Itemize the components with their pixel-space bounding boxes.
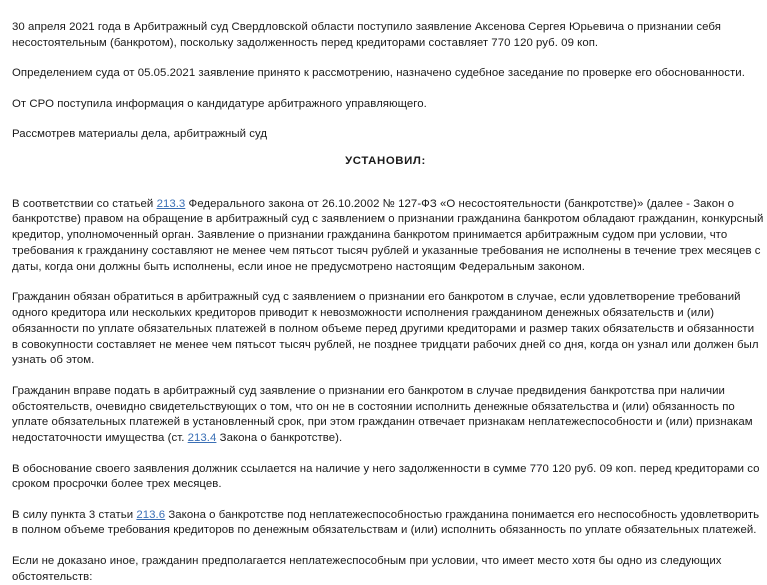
paragraph-article-213-6 <box>12 508 760 540</box>
text-line <box>12 508 760 524</box>
text-line: одного кредитора или нескольких кредиторов приводит к невозможности исполнения гражданином денежных обязательств и (или) <box>12 306 715 319</box>
text-line <box>12 197 753 213</box>
text-line: обстоятельств, очевидно свидетельствующих о том, что он не в состоянии исполнить денежные обязательства и (или) обязанность по <box>12 400 735 413</box>
sro-paragraph <box>12 97 753 113</box>
text-fragment: недостаточности имущества (ст. <box>12 432 188 445</box>
text-fragment: Закона о банкротстве под неплатежеспособностью гражданина понимается его неспособность удовлетворить <box>165 508 760 521</box>
text-line: сроком просрочки более трех месяцев. <box>12 478 222 491</box>
text-line: Рассмотрев материалы дела, арбитражный суд <box>12 127 268 140</box>
paragraph-article-213-3 <box>12 197 764 276</box>
text-line: уплате обязательных платежей в установленный срок, при этом гражданин отвечает признакам неплатежеспособности и (или) признакам <box>12 416 753 429</box>
article-213-3-link[interactable]: 213.3 <box>156 197 186 210</box>
text-line <box>12 431 753 447</box>
definition-paragraph <box>12 66 753 82</box>
paragraph-insolvency-conditions <box>12 554 753 585</box>
text-line: требования к гражданину составляют не менее чем пятьсот тысяч рублей и указанные требования не исполнены в течение трех месяцев с <box>12 244 761 257</box>
text-line: обязанности по уплате обязательных платежей в полном объеме перед другими кредиторами и размер таких обязательств и обязанности <box>12 322 755 335</box>
text-line: 30 апреля 2021 года в Арбитражный суд Свердловской области поступило заявление Аксенова Сергея Юрьевича о признании себя <box>12 21 721 33</box>
text-fragment: В силу пункта 3 статьи <box>12 508 137 521</box>
text-line: кредитор, уполномоченный орган. Заявление о признании гражданина банкротом принимается арбитражным судом при условии, что <box>12 229 728 242</box>
intro-paragraph <box>12 20 753 52</box>
text-line: в полном объеме требования кредиторов по денежным обязательствам и (или) исполнить обязанность по уплате обязательных платежей. <box>12 524 757 537</box>
article-213-4-link[interactable]: 213.4 <box>187 432 217 445</box>
text-line: даты, когда они должны быть исполнены, если иное не предусмотрено настоящим Федеральным законом. <box>12 260 585 273</box>
text-line: банкротстве) правом на обращение в арбитражный суд с заявлением о признании гражданина банкротом обладают гражданин, конкурсный <box>12 213 764 226</box>
text-line: От СРО поступила информация о кандидатуре арбитражного управляющего. <box>12 97 427 110</box>
text-line: Если не доказано иное, гражданин предполагается неплатежеспособным при условии, что имеет место хотя бы одно из следующих <box>12 554 722 567</box>
paragraph-obligation <box>12 290 759 369</box>
text-line: узнать об этом. <box>12 354 95 367</box>
text-line: в совокупности составляет не менее чем пятьсот тысяч рублей, не позднее тридцати рабочих дней со дня, когда он узнал или должен был <box>12 338 759 351</box>
text-fragment: В соответствии со статьей <box>12 197 157 210</box>
paragraph-right-to-file <box>12 384 753 447</box>
text-line: Определением суда от 05.05.2021 заявление принято к рассмотрению, назначено судебное заседание по проверке его обоснованности. <box>12 67 745 80</box>
text-fragment: Федерального закона от 26.10.2002 № 127-ФЗ «О несостоятельности (банкротстве)» (далее - Закон о <box>185 197 735 210</box>
text-line: Гражданин вправе подать в арбитражный суд заявление о признании его банкротом в случае предвидения банкротства при наличии <box>12 384 725 397</box>
text-line: В обоснование своего заявления должник ссылается на наличие у него задолженности в сумме 770 120 руб. 09 коп. перед кредиторами со <box>12 462 760 475</box>
section-heading: УСТАНОВИЛ: <box>345 154 426 167</box>
text-line: несостоятельным (банкротом), поскольку задолженность перед кредиторами составляет 770 120 руб. 09 коп. <box>12 36 599 49</box>
text-line: обстоятельств: <box>12 570 93 583</box>
text-fragment: Закона о банкротстве). <box>216 432 343 445</box>
article-213-6-link[interactable]: 213.6 <box>136 508 166 521</box>
review-paragraph <box>12 127 753 143</box>
text-line: Гражданин обязан обратиться в арбитражный суд с заявлением о признании его банкротом в случае, если удовлетворение требований <box>12 291 741 304</box>
paragraph-debt-basis <box>12 462 760 494</box>
